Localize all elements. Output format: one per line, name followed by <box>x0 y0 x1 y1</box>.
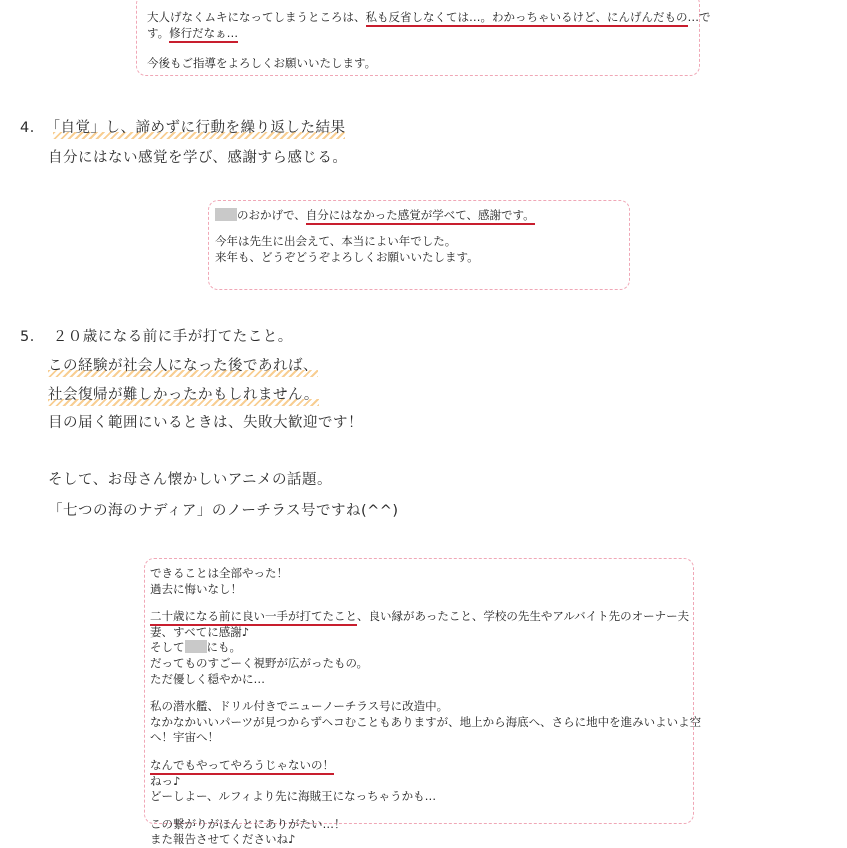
underlined-phrase: 修行だなぁ… <box>169 26 238 43</box>
quote-line: 妻、すべてに感謝♪ <box>150 624 250 639</box>
quote-line: 今後もご指導をよろしくお願いいたします。 <box>147 56 377 70</box>
section-number: 5． <box>20 329 45 345</box>
section-5-heading <box>20 325 293 346</box>
section-5-line-2: 社会復帰が難しかったかもしれません。 <box>48 383 319 404</box>
quote-line: 二十歳になる前に良い一手が打てたこと、良い縁があったこと、学校の先生やアルバイト先のオーナー夫 <box>150 609 693 625</box>
section-number: 4． <box>20 120 45 136</box>
quote-line: なかなかいいパーツが見つからずヘコむこともありますが、地上から海底へ、さらに地中を進みいよいよ空 <box>150 714 702 729</box>
quote-line: 大人げなくムキになってしまうところは、私も反省しなくては…。わかっちゃいるけど、にんげんだもの…で <box>147 9 699 25</box>
underlined-phrase: なんでもやってやろうじゃないの！ <box>150 758 334 775</box>
quote-line: この繋がりがほんとにありがたい…！ <box>150 816 346 831</box>
quote-line: 過去に悔いなし！ <box>150 581 242 596</box>
quote-line: ねっ♪ <box>150 773 181 788</box>
underlined-phrase: 私も反省しなくては…。わかっちゃいるけど、にんげんだもの <box>366 10 688 27</box>
section-4-body: 自分にはない感覚を学び、感謝すら感じる。 <box>48 150 348 166</box>
quote-line: のおかげで、自分にはなかった感覚が学べて、感謝です。 <box>215 207 629 223</box>
underlined-phrase: 二十歳になる前に良い一手が打てたこと <box>150 609 357 626</box>
redacted-name <box>215 208 237 221</box>
section-title: 「自覚」し、諦めずに行動を繰り返した結果 <box>53 120 346 139</box>
redacted-name <box>185 640 207 653</box>
quote-line: へ！宇宙へ！ <box>150 730 219 745</box>
quote-line: また報告させてくださいね♪ <box>150 832 296 847</box>
quote-box-1 <box>136 0 711 76</box>
quote-line: 今年は先生に出会えて、本当によい年でした。 <box>215 234 457 248</box>
quote-line: す。修行だなぁ… <box>147 25 699 41</box>
quote-line: そして にも。 <box>150 640 241 655</box>
underlined-phrase: 自分にはなかった感覚が学べて、感謝です。 <box>306 208 535 225</box>
quote-line: だってものすごーく視野が広がったもの。 <box>150 655 369 670</box>
quote-line: 私の潜水艦、ドリル付きでニューノーチラス号に改造中。 <box>150 699 449 714</box>
quote-line: どーしよー、ルフィより先に海賊王になっちゃうかも… <box>150 789 437 804</box>
section-5-line-5: 「七つの海のナディア」のノーチラス号ですね(^^) <box>48 503 399 519</box>
section-5-line-4: そして、お母さん懐かしいアニメの話題。 <box>48 472 332 488</box>
quote-line <box>150 758 693 774</box>
section-title: ２０歳になる前に手が打てたこと。 <box>52 329 293 345</box>
quote-line: できることは全部やった！ <box>150 566 288 580</box>
section-5-line-3: 目の届く範囲にいるときは、失敗大歓迎です！ <box>48 415 363 431</box>
quote-line: ただ優しく穏やかに… <box>150 671 265 686</box>
quote-box-2 <box>208 200 630 290</box>
section-5-line-1: この経験が社会人になった後であれば、 <box>48 354 318 375</box>
quote-box-3 <box>144 558 702 847</box>
section-4-heading <box>20 116 345 137</box>
quote-line: 来年も、どうぞどうぞよろしくお願いいたします。 <box>215 250 479 264</box>
